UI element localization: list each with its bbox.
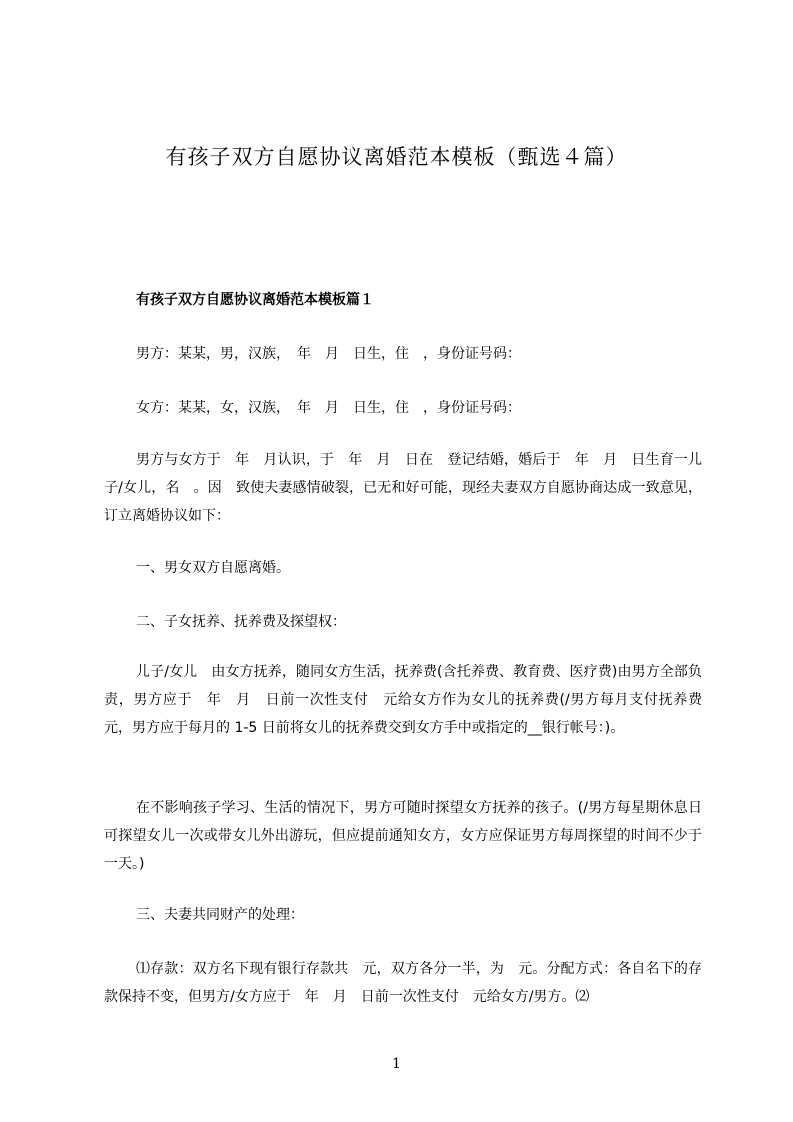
clause-two-heading: 二、子女抚养、抚养费及探望权： <box>136 614 346 630</box>
husband-info-line: 男方：某某，男，汉族， 年 月 日生，住 ，身份证号码： <box>136 346 521 362</box>
page-number: 1 <box>392 1056 401 1072</box>
custody-paragraph: 儿子/女儿 由女方抚养，随同女方生活，抚养费(含托养费、教育费、医疗费)由男方全部负责，男方应于 年 月 日前一次性支付 元给女方作为女儿的抚养费(/男方每月支付抚养费 元，男方应于每月的 1-5 日前将女儿的抚养费交到女方手中或指定的__银行帐号：)。 <box>104 664 716 736</box>
wife-info-line: 女方：某某，女，汉族， 年 月 日生，住 ，身份证号码： <box>136 400 521 416</box>
visitation-paragraph: 在不影响孩子学习、生活的情况下，男方可随时探望女方抚养的孩子。(/男方每星期休息日可探望女儿一次或带女儿外出游玩，但应提前通知女方，女方应保证男方每周探望的时间不少于一天。) <box>104 800 702 872</box>
clause-one: 一、男女双方自愿离婚。 <box>136 560 290 576</box>
deposit-paragraph: ⑴存款：双方名下现有银行存款共 元，双方各分一半，为 元。分配方式：各自名下的存款保持不变，但男方/女方应于 年 月 日前一次性支付 元给女方/男方。⑵ <box>104 961 702 1005</box>
intro-paragraph: 男方与女方于 年 月认识，于 年 月 日在 登记结婚，婚后于 年 月 日生育一儿子/女儿，名 。因 致使夫妻感情破裂，已无和好可能，现经夫妻双方自愿协商达成一致意见，订立离婚协议如下： <box>104 452 702 524</box>
document-title: 有孩子双方自愿协议离婚范本模板（甄选４篇） <box>165 145 628 169</box>
section-heading: 有孩子双方自愿协议离婚范本模板篇１ <box>136 292 374 308</box>
clause-three-heading: 三、夫妻共同财产的处理： <box>136 907 304 923</box>
